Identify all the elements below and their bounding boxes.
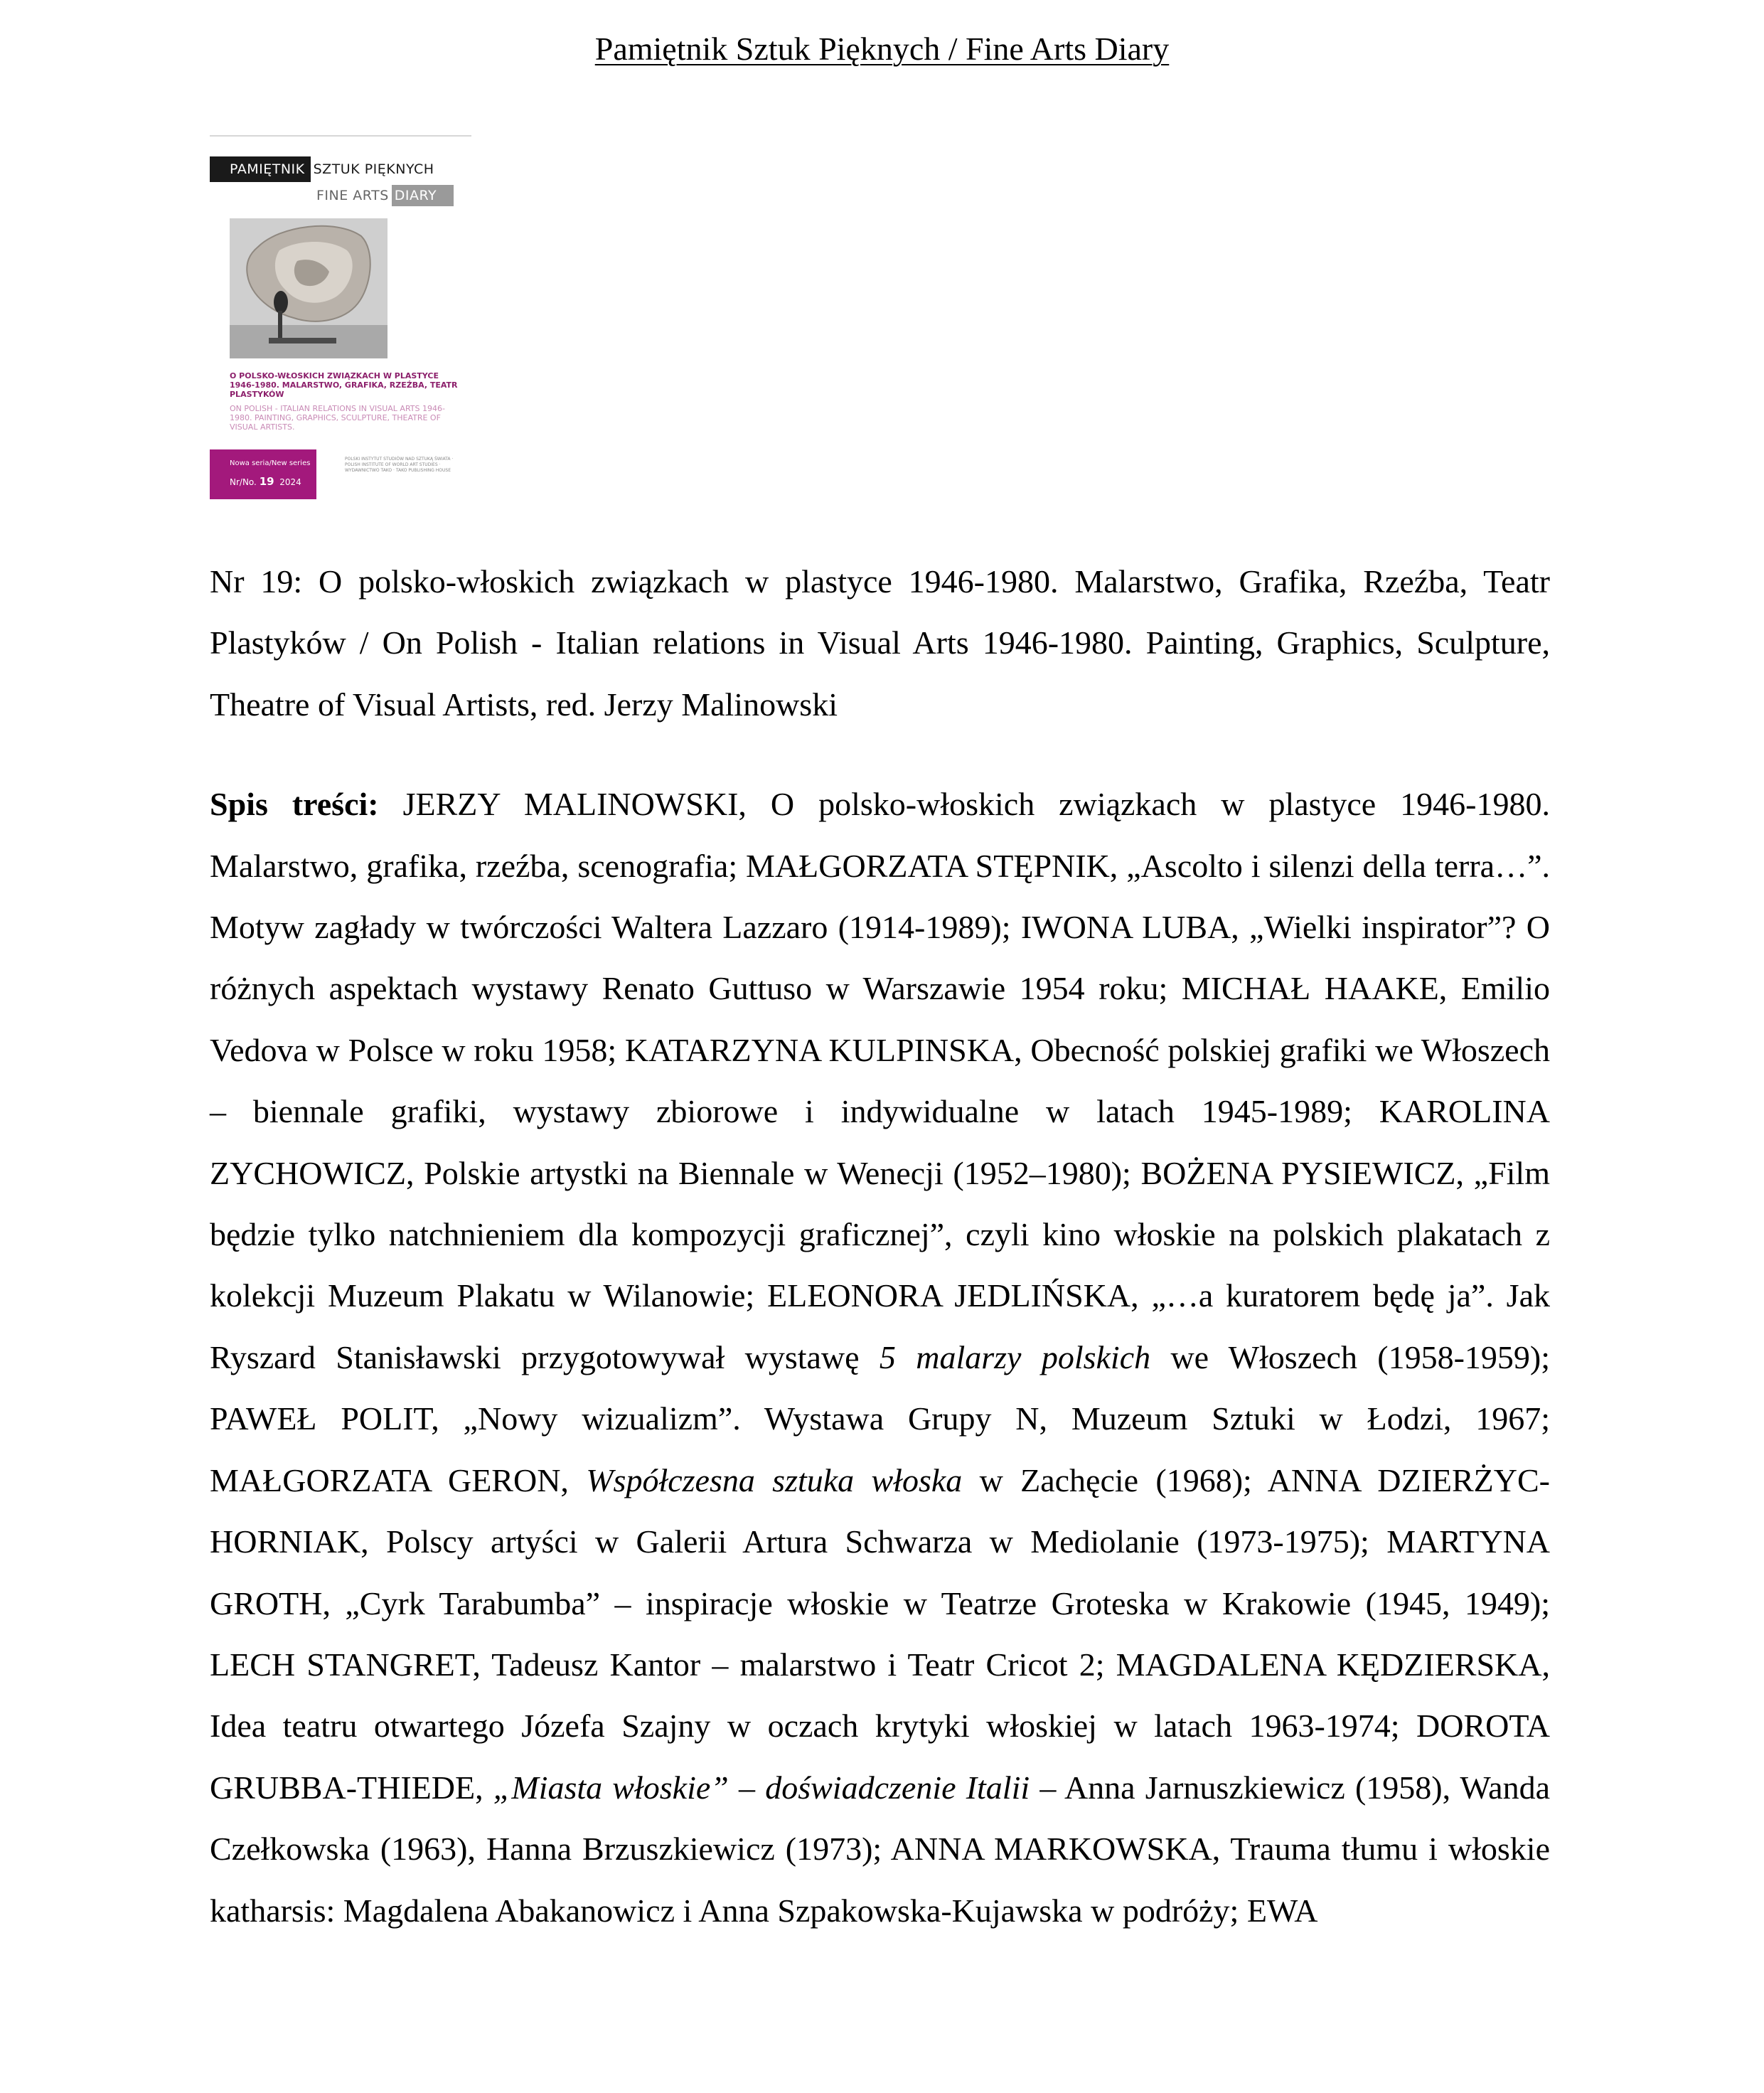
cover-series-label: Nowa seria/New series — [230, 459, 311, 467]
cover-masthead-black: PAMIĘTNIK — [210, 156, 311, 182]
cover-masthead-dark: SZTUK PIĘKNYCH — [313, 161, 434, 177]
cover-issue-prefix: Nr/No. — [230, 477, 257, 487]
toc-italic-1: 5 malarzy polskich — [879, 1338, 1151, 1375]
cover-sculpture-photo — [230, 218, 387, 358]
toc-text-2: we Włoszech (1958-1959); PAWEŁ POLIT, „Nowy wizualizm”. Wystawa Grupy N, Muzeum Sztuki w Łodzi, 1967; MAŁGORZATA GERON, — [210, 1338, 1551, 1498]
toc-text-3: w Zachęcie (1968); ANNA DZIERŻYC-HORNIAK, Polscy artyści w Galerii Artura Schwarza w Mediolanie (1973-1975); MARTYNA GROTH, „Cyrk Tarabumba” – inspiracje włoskie w Teatrze Groteska w Krakowie (1945, 1949); LECH STANGRET, Tadeusz Kantor – malarstwo i Teatr Cricot 2; MAGDALENA KĘDZIERSKA, Idea teatru otwartego Józefa Szajny w oczach krytyki włoskiej w latach 1963-1974; DOROTA GRUBBA-THIEDE, — [210, 1461, 1550, 1806]
journal-cover-image — [210, 135, 471, 499]
main-content — [210, 551, 1550, 1942]
toc-label: Spis treści: — [210, 786, 379, 823]
cover-issue-number: 19 — [259, 475, 274, 488]
toc-italic-2: Współczesna sztuka włoska — [586, 1461, 963, 1498]
cover-issue-box — [210, 449, 316, 499]
toc-text-4: – Anna Jarnuszkiewicz (1958), Wanda Czełkowska (1963), Hanna Brzuszkiewicz (1973); ANNA MARKOWSKA, Trauma tłumu i włoskie katharsis: Magdalena Abakanowicz i Anna Szpakowska-Kujawska w podróży; EWA — [210, 1769, 1550, 1929]
page-header-title: Pamiętnik Sztuk Pięknych / Fine Arts Diary — [594, 31, 1170, 67]
toc-text-1: JERZY MALINOWSKI, O polsko-włoskich związkach w plastyce 1946-1980. Malarstwo, grafika, rzeźba, scenografia; MAŁGORZATA STĘPNIK, „Ascolto i silenzi della terra…”. Motyw zagłady w twórczości Waltera Lazzaro (1914-1989); IWONA LUBA, „Wielki inspirator”? O różnych aspektach wystawy Renato Guttuso w Warszawie 1954 roku; MICHAŁ HAAKE, Emilio Vedova w Polsce w roku 1958; KATARZYNA KULPINSKA, Obecność polskiej grafiki we Włoszech – biennale grafiki, wystawy zbiorowe i indywidualne w latach 1945-1989; KAROLINA ZYCHOWICZ, Polskie artystki na Biennale w Wenecji (1952–1980); BOŻENA PYSIEWICZ, „Film będzie tylko natchnieniem dla kompozycji graficznej”, czyli kino włoskie na polskich plakatach z kolekcji Muzeum Plakatu w Wilanowie; ELEONORA JEDLIŃSKA, „…a kuratorem będę ja”. Jak Ryszard Stanisławski przygotowywał wystawę — [210, 786, 1551, 1375]
issue-description: Nr 19: O polsko-włoskich związkach w plastyce 1946-1980. Malarstwo, Grafika, Rzeźba, Teatr Plastyków / On Polish - Italian relations in Visual Arts 1946-1980. Painting, Graphics, Sculpture, Theatre of Visual Artists, red. Jerzy Malinowski — [210, 563, 1550, 723]
cover-masthead-grey: FINE ARTS — [316, 188, 389, 203]
cover-institution-text: POLSKI INSTYTUT STUDIÓW NAD SZTUKĄ ŚWIATA · POLISH INSTITUTE OF WORLD ART STUDIES · WYDAWNICTWO TAKO · TAKO PUBLISHING HOUSE — [345, 457, 454, 473]
cover-masthead-row2 — [316, 185, 454, 206]
toc-italic-3: „Miasta włoskie” – doświadczenie Italii — [493, 1769, 1030, 1806]
cover-title-polish: O POLSKO-WŁOSKICH ZWIĄZKACH W PLASTYCE 1946-1980. MALARSTWO, GRAFIKA, RZEŹBA, TEATR PLASTYKÓW — [230, 371, 458, 399]
cover-masthead-row1 — [210, 156, 434, 182]
table-of-contents — [210, 774, 1550, 1942]
cover-issue-line — [230, 475, 301, 488]
sculpture-image — [230, 218, 387, 358]
cover-title-english: ON POLISH - ITALIAN RELATIONS IN VISUAL ARTS 1946-1980. PAINTING, GRAPHICS, SCULPTURE, THEATRE OF VISUAL ARTISTS. — [230, 404, 445, 432]
cover-masthead-greybox: DIARY — [392, 185, 454, 206]
cover-issue-year: 2024 — [279, 477, 301, 487]
